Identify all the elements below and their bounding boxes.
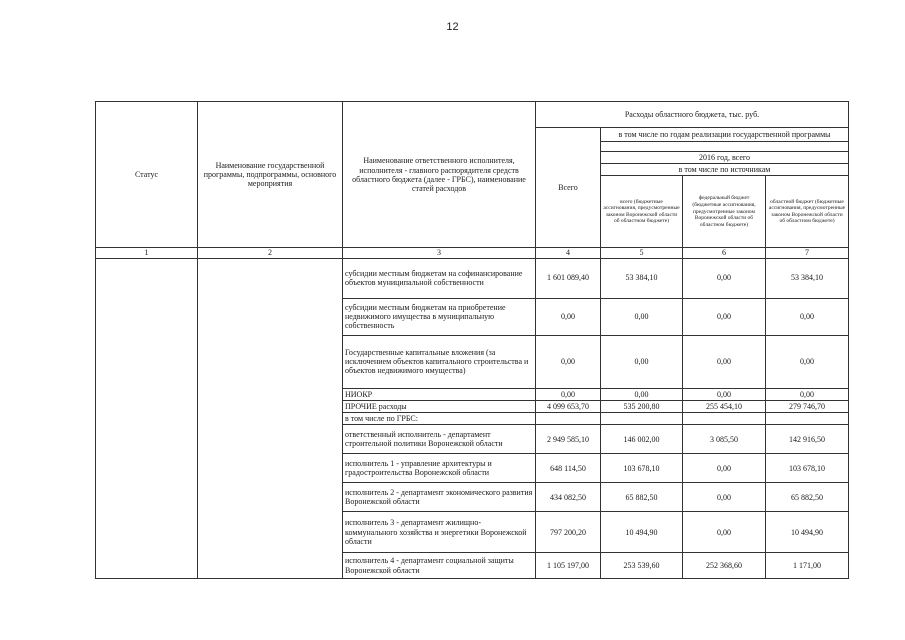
row-year-total: 0,00 bbox=[601, 388, 683, 400]
header-year: 2016 год, всего bbox=[601, 152, 849, 164]
row-name: исполнитель 1 - управление архитектуры и градостроительства Воронежской области bbox=[343, 454, 536, 483]
row-regional: 53 384,10 bbox=[766, 258, 849, 298]
row-name: ПРОЧИЕ расходы bbox=[343, 400, 536, 412]
row-name: НИОКР bbox=[343, 388, 536, 400]
row-regional: 10 494,90 bbox=[766, 512, 849, 553]
row-federal bbox=[683, 412, 766, 424]
row-name: в том числе по ГРБС: bbox=[343, 412, 536, 424]
column-number: 6 bbox=[683, 248, 766, 258]
row-federal: 0,00 bbox=[683, 298, 766, 335]
row-year-total: 65 882,50 bbox=[601, 483, 683, 512]
row-total: 1 601 089,40 bbox=[536, 258, 601, 298]
row-regional: 142 916,50 bbox=[766, 425, 849, 454]
row-year-total: 53 384,10 bbox=[601, 258, 683, 298]
row-federal: 3 085,50 bbox=[683, 425, 766, 454]
row-total: 797 200,20 bbox=[536, 512, 601, 553]
row-year-total: 10 494,90 bbox=[601, 512, 683, 553]
row-name: исполнитель 3 - департамент жилищно-коммунального хозяйства и энергетики Воронежской области bbox=[343, 512, 536, 553]
row-federal: 0,00 bbox=[683, 258, 766, 298]
header-executor: Наименование ответственного исполнителя, исполнителя - главного распорядителя средств областного бюджета (далее - ГРБС), наименование статей расходов bbox=[343, 102, 536, 248]
row-total: 0,00 bbox=[536, 388, 601, 400]
row-year-total: 103 678,10 bbox=[601, 454, 683, 483]
status-cell bbox=[96, 258, 198, 579]
row-total: 4 099 653,70 bbox=[536, 400, 601, 412]
table-row bbox=[96, 258, 849, 298]
header-program-name: Наименование государственной программы, подпрограммы, основного мероприятия bbox=[198, 102, 343, 248]
row-total: 0,00 bbox=[536, 335, 601, 388]
budget-table bbox=[95, 101, 849, 579]
column-number: 7 bbox=[766, 248, 849, 258]
column-number: 2 bbox=[198, 248, 343, 258]
row-regional: 65 882,50 bbox=[766, 483, 849, 512]
column-number: 1 bbox=[96, 248, 198, 258]
header-col-total-note: всего (бюджетные ассигнования, предусмотренные законом Воронежской области об областном бюджете) bbox=[601, 176, 683, 248]
row-regional: 0,00 bbox=[766, 298, 849, 335]
row-total: 1 105 197,00 bbox=[536, 553, 601, 579]
row-federal: 255 454,10 bbox=[683, 400, 766, 412]
row-year-total: 535 200,80 bbox=[601, 400, 683, 412]
header-expenses-title: Расходы областного бюджета, тыс. руб. bbox=[536, 102, 849, 128]
header-by-sources: в том числе по источникам bbox=[601, 164, 849, 176]
row-total: 648 114,50 bbox=[536, 454, 601, 483]
page-number: 12 bbox=[446, 21, 459, 33]
row-name: субсидии местным бюджетам на приобретение недвижимого имущества в муниципальную собственность bbox=[343, 298, 536, 335]
row-total bbox=[536, 412, 601, 424]
row-year-total bbox=[601, 412, 683, 424]
row-federal: 0,00 bbox=[683, 483, 766, 512]
row-regional: 1 171,00 bbox=[766, 553, 849, 579]
program-name-cell bbox=[198, 258, 343, 579]
row-name: ответственный исполнитель - департамент строительной политики Воронежской области bbox=[343, 425, 536, 454]
row-regional: 279 746,70 bbox=[766, 400, 849, 412]
row-total: 0,00 bbox=[536, 298, 601, 335]
header-col-federal: федеральный бюджет (бюджетные ассигнования, предусмотренные законом Воронежской области об областном бюджете) bbox=[683, 176, 766, 248]
row-total: 2 949 585,10 bbox=[536, 425, 601, 454]
header-col-regional: областной бюджет (бюджетные ассигнования, предусмотренные законом Воронежской области об областном бюджете) bbox=[766, 176, 849, 248]
row-federal: 0,00 bbox=[683, 454, 766, 483]
row-federal: 0,00 bbox=[683, 388, 766, 400]
row-year-total: 253 539,60 bbox=[601, 553, 683, 579]
row-regional: 103 678,10 bbox=[766, 454, 849, 483]
header-status: Статус bbox=[96, 102, 198, 248]
row-year-total: 0,00 bbox=[601, 298, 683, 335]
header-total: Всего bbox=[536, 128, 601, 248]
row-year-total: 0,00 bbox=[601, 335, 683, 388]
row-name: исполнитель 4 - департамент социальной защиты Воронежской области bbox=[343, 553, 536, 579]
header-blank-row bbox=[601, 142, 849, 152]
header-by-years: в том числе по годам реализации государственной программы bbox=[601, 128, 849, 142]
row-federal: 0,00 bbox=[683, 335, 766, 388]
column-number: 3 bbox=[343, 248, 536, 258]
column-numbers-row bbox=[96, 248, 849, 258]
row-year-total: 146 002,00 bbox=[601, 425, 683, 454]
row-federal: 252 368,60 bbox=[683, 553, 766, 579]
column-number: 5 bbox=[601, 248, 683, 258]
row-name: исполнитель 2 - департамент экономического развития Воронежской области bbox=[343, 483, 536, 512]
row-regional: 0,00 bbox=[766, 388, 849, 400]
row-total: 434 082,50 bbox=[536, 483, 601, 512]
column-number: 4 bbox=[536, 248, 601, 258]
row-federal: 0,00 bbox=[683, 512, 766, 553]
row-regional: 0,00 bbox=[766, 335, 849, 388]
row-name: Государственные капитальные вложения (за исключением объектов капитального строительства и объектов недвижимого имущества) bbox=[343, 335, 536, 388]
row-regional bbox=[766, 412, 849, 424]
row-name: субсидии местным бюджетам на софинансирование объектов муниципальной собственности bbox=[343, 258, 536, 298]
